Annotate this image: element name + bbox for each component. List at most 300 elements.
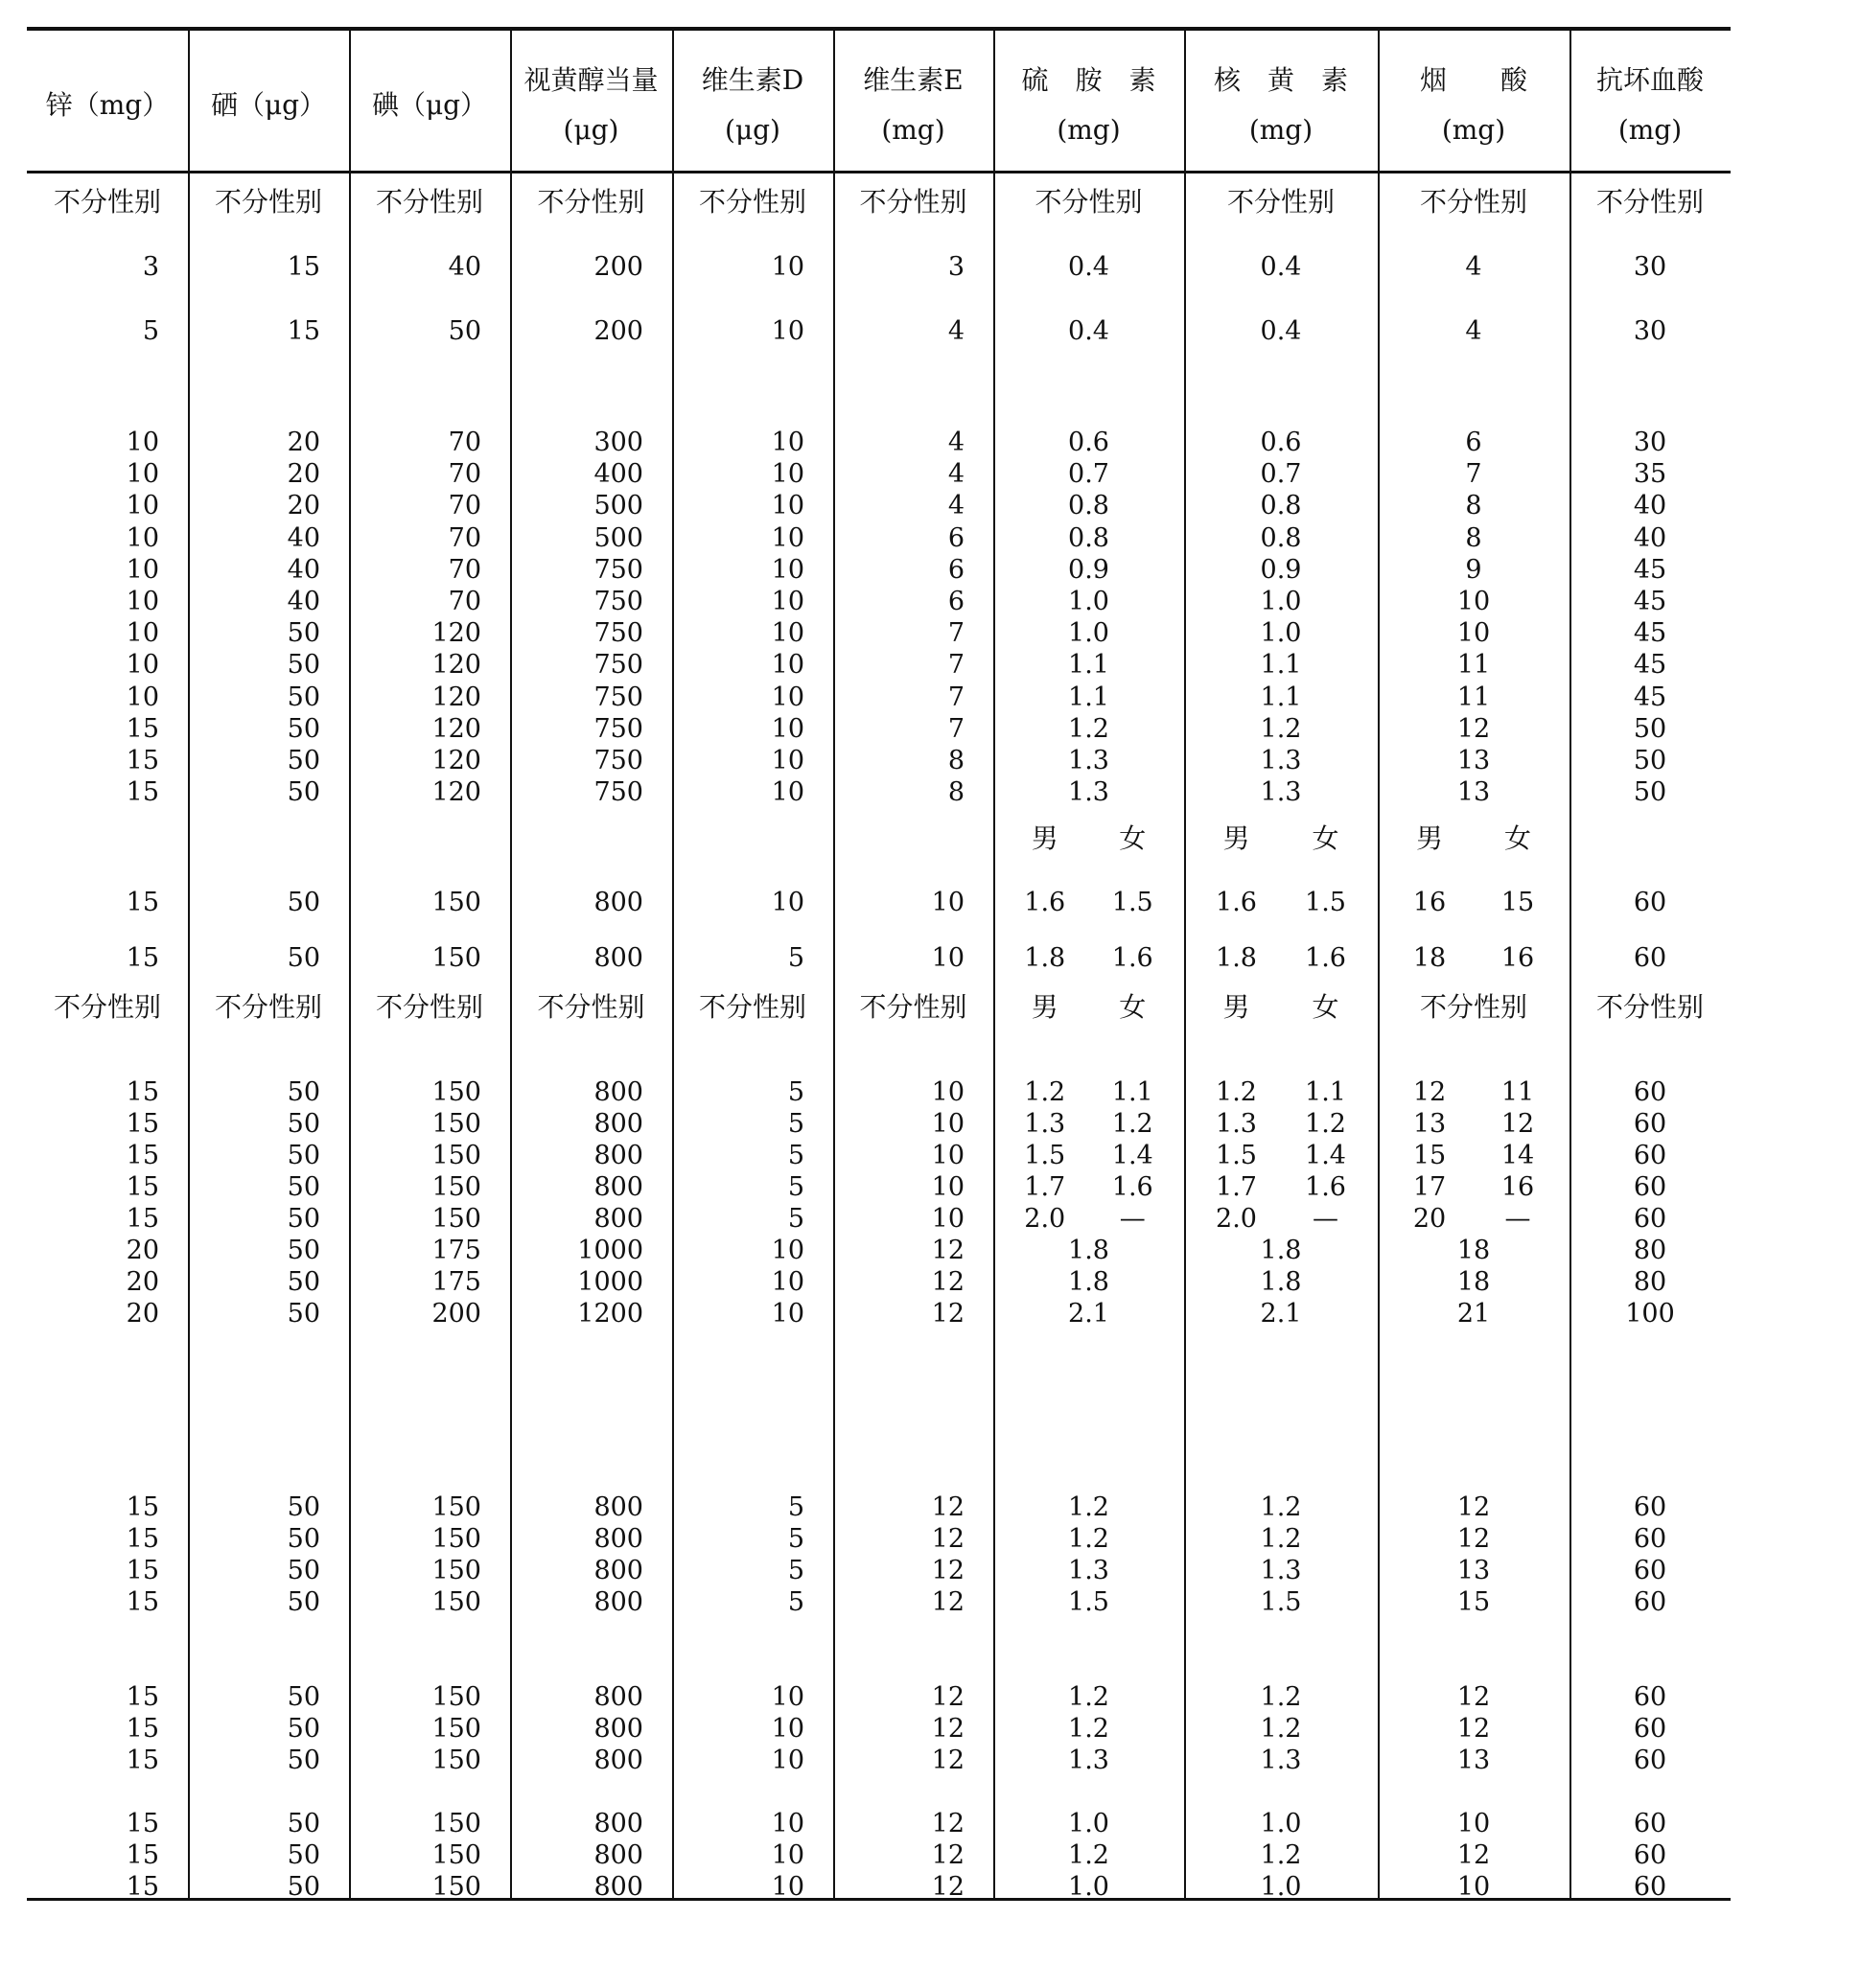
table-cell: 15 [1456,1587,1491,1617]
table-cell: 15 [126,1204,159,1234]
table-cell: 120 [431,713,481,744]
header-name: 碘（μg） [371,89,488,121]
cell-female: 1.2 [1111,1109,1153,1139]
table-cell: 10 [126,522,159,553]
table-cell: 10 [771,1267,804,1297]
table-cell: 150 [431,1714,481,1744]
table-cell: 45 [1633,554,1667,585]
table-cell: 10 [931,1109,965,1139]
table-cell: 8 [1465,522,1482,553]
table-cell: 12 [931,1587,965,1617]
cell-female: — [1119,1204,1146,1234]
table-cell: 1.5 [1260,1587,1302,1617]
table-cell: 4 [947,316,965,346]
table-cell: 15 [126,1077,159,1107]
table-cell: 150 [431,1109,481,1139]
table-cell: 50 [287,1587,320,1617]
table-cell: 6 [947,554,965,585]
table-cell: 10 [931,1172,965,1202]
table-cell: 15 [126,1587,159,1617]
table-cell: 10 [126,428,159,457]
table-cell: 10 [771,554,804,585]
table-cell: 80 [1633,1236,1667,1265]
table-cell: 8 [947,746,965,775]
table-cell: 175 [431,1267,481,1297]
table-cell: 1.2 [1260,713,1302,744]
table-cell: 11 [1456,682,1491,712]
table-cell: 70 [448,522,481,553]
top-rule [27,27,1731,31]
column-divider [672,29,674,1898]
table-cell: 800 [593,1556,643,1585]
column-divider [833,29,835,1898]
table-cell: 1.2 [1260,1840,1302,1870]
table-cell: 750 [593,777,643,808]
table-cell: 50 [287,1267,320,1297]
table-cell: 500 [593,491,643,521]
cell-female: 1.1 [1111,1077,1153,1107]
table-cell: 800 [593,1840,643,1870]
table-cell: 不分性别 [537,991,645,1023]
table-cell: 1.0 [1260,1809,1302,1838]
table-cell: 50 [287,1872,320,1902]
table-cell: 12 [931,1556,965,1585]
table-cell: 0.4 [1260,316,1302,346]
table-cell: 10 [771,618,804,649]
table-cell: 10 [1456,1872,1491,1902]
cell-male: 13 [1412,1109,1447,1139]
table-cell: 不分性别 [214,186,322,218]
table-cell: 120 [431,682,481,712]
table-cell: 10 [771,491,804,521]
cell-female: 1.4 [1111,1141,1153,1170]
table-cell: 10 [771,428,804,457]
table-cell: 1.0 [1068,1872,1109,1902]
table-cell: 50 [287,1204,320,1234]
table-cell: 40 [287,587,320,616]
table-cell: 12 [931,1299,965,1329]
table-cell: 7 [947,713,965,744]
table-cell: 20 [126,1267,159,1297]
table-cell: 1.3 [1068,777,1109,808]
table-cell: 35 [1633,459,1667,490]
table-cell: 10 [126,459,159,490]
table-cell: 1.3 [1260,777,1302,808]
table-cell: 750 [593,682,643,712]
table-cell: 800 [593,1682,643,1712]
table-cell: 不分性别 [1035,186,1143,218]
table-cell: 15 [126,713,159,744]
table-cell: 20 [126,1299,159,1329]
table-cell: 15 [126,746,159,775]
table-cell: 18 [1456,1236,1491,1265]
table-cell: 1.0 [1068,618,1109,649]
table-cell: 150 [431,1587,481,1617]
table-cell: 50 [287,618,320,649]
table-cell: 800 [593,1872,643,1902]
cell-female: 16 [1500,943,1535,973]
cell-female: 1.6 [1305,1172,1346,1202]
table-cell: 12 [1456,713,1491,744]
table-cell: 15 [126,1524,159,1554]
table-cell: 50 [287,1809,320,1838]
table-cell: 800 [593,1077,643,1107]
table-cell: 10 [126,618,159,649]
table-cell: 1.3 [1260,1556,1302,1585]
table-cell: 175 [431,1236,481,1265]
column-header [1378,48,1569,163]
cell-male: 17 [1412,1172,1447,1202]
table-cell: 50 [287,888,320,917]
table-cell: 1.3 [1068,1556,1109,1585]
cell-male: 1.2 [1216,1077,1257,1107]
table-cell: 800 [593,1141,643,1170]
table-cell: 1.1 [1068,650,1109,681]
table-cell: 10 [771,1745,804,1775]
table-cell: 400 [593,459,643,490]
table-cell: 10 [771,1840,804,1870]
table-cell: 1.3 [1260,1745,1302,1775]
table-cell: 120 [431,618,481,649]
table-cell: 15 [126,1714,159,1744]
table-cell: 1.8 [1260,1236,1302,1265]
cell-male: 男 [1222,822,1250,854]
table-cell: 12 [1456,1682,1491,1712]
table-cell: 不分性别 [1595,991,1704,1023]
table-cell: 12 [1456,1840,1491,1870]
table-cell: 15 [287,316,320,346]
table-cell: 1.0 [1068,587,1109,616]
table-cell: 10 [771,888,804,917]
table-cell: 4 [947,491,965,521]
column-divider [1569,29,1571,1898]
table-cell: 12 [931,1267,965,1297]
cell-female: 14 [1500,1141,1535,1170]
column-header [27,48,188,163]
table-cell: 50 [287,943,320,973]
cell-male: 12 [1412,1077,1447,1107]
table-cell: 1000 [577,1236,643,1265]
header-name: 硫 胺 素 [1021,64,1156,96]
table-cell: 50 [448,316,481,346]
header-name: 硒（μg） [210,89,327,121]
table-cell: 10 [931,888,965,917]
column-header [1184,48,1378,163]
table-cell: 不分性别 [375,991,483,1023]
table-cell: 0.4 [1068,316,1109,346]
table-cell: 12 [931,1524,965,1554]
table-cell: 15 [126,1840,159,1870]
cell-female: 1.2 [1305,1109,1346,1139]
table-cell: 50 [287,713,320,744]
table-cell: 50 [287,1492,320,1522]
table-cell: 10 [771,1682,804,1712]
table-cell: 50 [287,1109,320,1139]
table-cell: 12 [1456,1524,1491,1554]
table-cell: 10 [771,522,804,553]
header-name: 维生素E [863,64,964,96]
column-header [833,48,993,163]
table-cell: 80 [1633,1267,1667,1297]
cell-male: 2.0 [1024,1204,1066,1234]
cell-female: 11 [1500,1077,1535,1107]
table-cell: 7 [947,618,965,649]
header-rule [27,171,1731,173]
table-cell: 50 [287,1840,320,1870]
table-cell: 45 [1633,587,1667,616]
table-cell: 10 [771,316,804,346]
column-divider [1378,29,1380,1898]
table-cell: 1.2 [1260,1524,1302,1554]
cell-female: 1.4 [1305,1141,1346,1170]
table-cell: 800 [593,1492,643,1522]
cell-male: 男 [1031,822,1058,854]
table-cell: 150 [431,888,481,917]
column-header [349,48,510,163]
table-cell: 10 [771,587,804,616]
table-cell: 70 [448,587,481,616]
table-cell: 15 [126,777,159,808]
table-cell: 0.9 [1260,554,1302,585]
cell-female: 女 [1119,822,1147,854]
table-cell: 11 [1456,650,1491,681]
table-cell: 10 [126,587,159,616]
table-cell: 15 [126,1172,159,1202]
table-cell: 12 [931,1492,965,1522]
table-cell: 1.2 [1068,1714,1109,1744]
table-cell: 10 [931,943,965,973]
table-cell: 12 [931,1682,965,1712]
table-cell: 5 [787,1587,804,1617]
table-cell: 15 [126,1109,159,1139]
table-cell: 10 [771,682,804,712]
table-cell: 7 [947,650,965,681]
table-cell: 150 [431,1077,481,1107]
header-name: 维生素D [701,64,804,96]
cell-male: 2.0 [1216,1204,1257,1234]
cell-male: 15 [1412,1141,1447,1170]
table-cell: 800 [593,888,643,917]
table-cell: 4 [1465,316,1482,346]
table-cell: 1.2 [1068,1840,1109,1870]
table-cell: 40 [1633,522,1667,553]
table-cell: 不分性别 [698,186,806,218]
table-cell: 15 [126,943,159,973]
table-cell: 30 [1633,428,1667,457]
table-cell: 15 [287,252,320,282]
cell-male: 1.8 [1216,943,1257,973]
table-cell: 50 [287,1172,320,1202]
table-cell: 0.7 [1068,459,1109,490]
table-cell: 1.8 [1068,1267,1109,1297]
table-cell: 15 [126,1556,159,1585]
column-divider [1184,29,1186,1898]
table-cell: 1.2 [1260,1492,1302,1522]
table-cell: 10 [931,1141,965,1170]
table-cell: 不分性别 [375,186,483,218]
table-cell: 15 [126,888,159,917]
table-cell: 12 [931,1840,965,1870]
column-header [1569,48,1731,163]
table-cell: 不分性别 [1595,186,1704,218]
table-cell: 800 [593,1109,643,1139]
table-cell: 70 [448,491,481,521]
table-cell: 60 [1633,1714,1667,1744]
column-header [672,48,833,163]
table-cell: 1.1 [1260,650,1302,681]
table-cell: 50 [287,1077,320,1107]
table-cell: 40 [1633,491,1667,521]
table-cell: 150 [431,1524,481,1554]
column-divider [510,29,512,1898]
table-cell: 10 [126,491,159,521]
table-cell: 750 [593,587,643,616]
header-name: 锌（mg） [45,89,170,121]
table-cell: 120 [431,650,481,681]
table-cell: 150 [431,1492,481,1522]
column-divider [188,29,190,1898]
table-cell: 0.6 [1260,428,1302,457]
header-name: 抗坏血酸 [1595,64,1704,96]
table-cell: 2.1 [1260,1299,1302,1329]
table-cell: 50 [1633,746,1667,775]
table-cell: 60 [1633,1872,1667,1902]
cell-male: 18 [1412,943,1447,973]
table-cell: 150 [431,1745,481,1775]
table-cell: 不分性别 [1226,186,1335,218]
table-cell: 1000 [577,1267,643,1297]
table-cell: 50 [1633,777,1667,808]
table-cell: 300 [593,428,643,457]
table-cell: 0.6 [1068,428,1109,457]
table-cell: 40 [448,252,481,282]
table-cell: 1.8 [1260,1267,1302,1297]
table-cell: 60 [1633,1204,1667,1234]
table-cell: 13 [1456,777,1491,808]
table-cell: 70 [448,428,481,457]
table-cell: 60 [1633,1141,1667,1170]
table-cell: 60 [1633,1840,1667,1870]
table-cell: 10 [771,777,804,808]
table-cell: 0.8 [1068,491,1109,521]
table-cell: 10 [771,1809,804,1838]
table-cell: 15 [126,1872,159,1902]
table-cell: 50 [287,1556,320,1585]
table-cell: 150 [431,1872,481,1902]
header-unit: (mg) [1441,114,1506,146]
table-cell: 1.2 [1068,713,1109,744]
cell-female: 1.1 [1305,1077,1346,1107]
cell-female: 1.6 [1305,943,1346,973]
table-cell: 60 [1633,1109,1667,1139]
cell-male: 男 [1415,822,1443,854]
table-cell: 10 [126,554,159,585]
table-cell: 9 [1465,554,1482,585]
column-header [188,48,349,163]
cell-female: — [1313,1204,1338,1234]
table-cell: 0.8 [1260,522,1302,553]
table-cell: 800 [593,1172,643,1202]
table-cell: 5 [787,1141,804,1170]
table-cell: 50 [287,746,320,775]
cell-male: 16 [1412,888,1447,917]
table-cell: 1.0 [1260,587,1302,616]
table-cell: 60 [1633,1745,1667,1775]
cell-male: 1.5 [1216,1141,1257,1170]
table-cell: 15 [126,1809,159,1838]
table-cell: 0.9 [1068,554,1109,585]
table-cell: 0.4 [1068,252,1109,282]
table-cell: 10 [126,682,159,712]
cell-female: 1.5 [1111,888,1153,917]
table-cell: 13 [1456,1556,1491,1585]
table-cell: 60 [1633,1077,1667,1107]
table-cell: 1.3 [1260,746,1302,775]
table-cell: 2.1 [1068,1299,1109,1329]
table-cell: 60 [1633,888,1667,917]
table-cell: 150 [431,1840,481,1870]
cell-female: 1.6 [1111,1172,1153,1202]
table-cell: 800 [593,1745,643,1775]
table-cell: 12 [1456,1492,1491,1522]
table-cell: 15 [126,1745,159,1775]
table-cell: 13 [1456,1745,1491,1775]
table-cell: 150 [431,1556,481,1585]
table-cell: 150 [431,1172,481,1202]
table-cell: 5 [787,1172,804,1202]
table-cell: 800 [593,1204,643,1234]
cell-female: 女 [1312,822,1339,854]
table-cell: 0.8 [1068,522,1109,553]
table-cell: 12 [931,1236,965,1265]
cell-male: 男 [1031,991,1058,1023]
table-cell: 70 [448,459,481,490]
cell-male: 1.3 [1024,1109,1066,1139]
header-unit: (μg) [563,114,619,146]
table-cell: 40 [287,554,320,585]
table-cell: 50 [287,1524,320,1554]
table-cell: 750 [593,554,643,585]
table-cell: 1.0 [1068,1809,1109,1838]
cell-female: 1.5 [1305,888,1346,917]
table-cell: 不分性别 [1419,991,1527,1023]
table-cell: 1.2 [1260,1682,1302,1712]
table-cell: 6 [947,587,965,616]
table-cell: 10 [771,650,804,681]
cell-female: 12 [1500,1109,1535,1139]
table-cell: 18 [1456,1267,1491,1297]
table-cell: 1.2 [1068,1492,1109,1522]
table-cell: 1.0 [1260,618,1302,649]
table-cell: 12 [931,1809,965,1838]
table-cell: 3 [947,252,965,282]
table-cell: 60 [1633,1524,1667,1554]
table-cell: 50 [287,1682,320,1712]
header-unit: (mg) [1617,114,1683,146]
table-cell: 800 [593,1809,643,1838]
table-cell: 60 [1633,943,1667,973]
table-cell: 10 [1456,618,1491,649]
table-cell: 12 [1456,1714,1491,1744]
table-cell: 120 [431,777,481,808]
table-cell: 150 [431,943,481,973]
table-cell: 7 [947,682,965,712]
header-unit: (mg) [1248,114,1314,146]
table-cell: 不分性别 [214,991,322,1023]
table-cell: 10 [1456,587,1491,616]
table-cell: 10 [1456,1809,1491,1838]
table-cell: 20 [287,459,320,490]
